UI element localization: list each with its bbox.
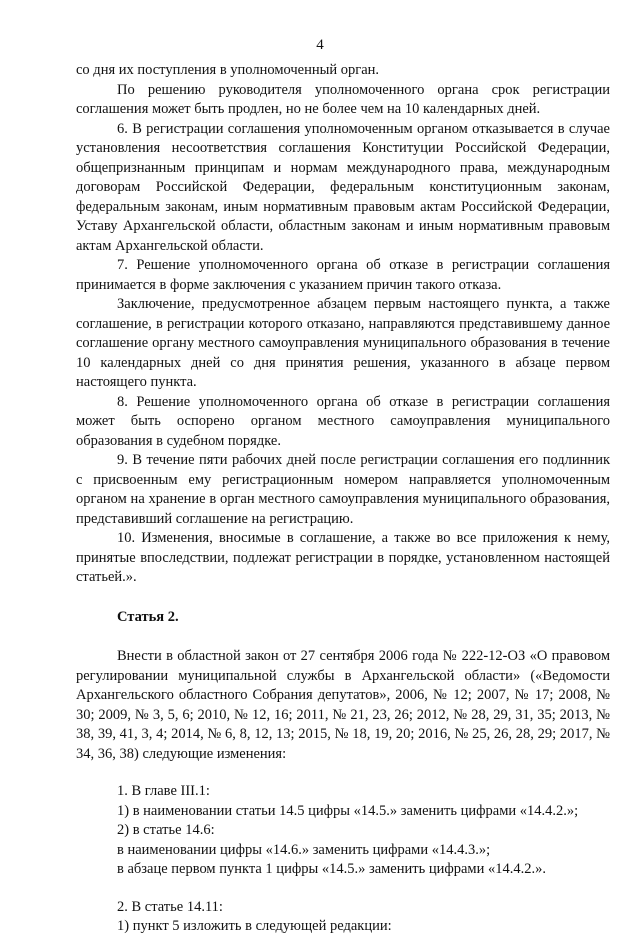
paragraph-item-10: 10. Изменения, вносимые в соглашение, а также во все приложения к нему, принятые впоследствии, подлежат регистрации в порядке, установленном настоящей статьей.». xyxy=(76,530,610,585)
paragraph-conclusion: Заключение, предусмотренное абзацем первым настоящего пункта, а также соглашение, в регистрации которого отказано, направляются представившему данное соглашение органу местного самоуправления муниципального образования в течение 10 календарных дней со дня принятия решения, указанного в абзаце первом настоящего пункта. xyxy=(76,296,610,390)
change-heading-1: 1. В главе III.1: xyxy=(117,783,210,799)
paragraph-item-8: 8. Решение уполномоченного органа об отказе в регистрации соглашения может быть оспорено органом местного самоуправления муниципального образования в судебном порядке. xyxy=(76,393,610,449)
paragraph-continuation: со дня их поступления в уполномоченный орган. xyxy=(76,62,380,78)
spacer xyxy=(76,627,610,647)
article-heading: Статья 2. xyxy=(117,608,179,625)
change-item: 1) в наименовании статьи 14.5 цифры «14.5.» заменить цифрами «14.4.2.»; xyxy=(117,802,579,819)
spacer xyxy=(76,588,610,608)
intro-paragraph: Внести в областной закон от 27 сентября 2006 года № 222-12-ОЗ «О правовом регулировании муниципальной службы в Архангельской области» («Ведомости Архангельского областного Собрания депутатов», 2006, № 12; 2007, № 17; 2008, № 30; 2009, № 3, 5, 6; 2010, № 12, 16; 2011, № 21, 23, 26; 2012, № 28, 29, 31, 35; 2013, № 38, 39, 41, 3, 4; 2014, № 6, 8, 12, 13; 2015, № 18, 19, 20; 2016, № 25, 26, 28, 29; 2017, № 34, 36, 38) следующие изменения: xyxy=(76,648,610,762)
change-item: 2) в статье 14.6: xyxy=(117,822,215,838)
change-item: в абзаце первом пункта 1 цифры «14.5.» заменить цифрами «14.4.2.». xyxy=(117,861,546,877)
spacer xyxy=(76,764,610,782)
change-item: 1) пункт 5 изложить в следующей редакции: xyxy=(117,918,392,934)
change-item: в наименовании цифры «14.6.» заменить цифрами «14.4.3.»; xyxy=(117,841,491,858)
change-heading-2: 2. В статье 14.11: xyxy=(117,898,223,915)
paragraph-item-7: 7. Решение уполномоченного органа об отказе в регистрации соглашения принимается в форме заключения с указанием причин такого отказа. xyxy=(76,257,610,293)
paragraph-item-6: 6. В регистрации соглашения уполномоченным органом отказывается в случае установления несоответствия соглашения Конституции Российской Федерации, общепризнанным принципам и нормам международного права, международным договорам Российской Федерации, федеральным конституционным законам, федеральным законам, иным нормативным правовым актам Российской Федерации, Уставу Архангельской области, областным законам и иным нормативным правовым актам Архангельской области. xyxy=(76,120,610,254)
paragraph-item-9: 9. В течение пяти рабочих дней после регистрации соглашения его подлинник с присвоенным ему регистрационным номером направляется уполномоченным органом на хранение в орган местного самоуправления муниципального образования, представивший соглашение на регистрацию. xyxy=(76,452,610,527)
document-body xyxy=(76,61,610,937)
spacer xyxy=(76,880,610,898)
page-number: 4 xyxy=(316,37,324,53)
paragraph-extension: По решению руководителя уполномоченного органа срок регистрации соглашения может быть продлен, но не более чем на 10 календарных дней. xyxy=(76,81,610,117)
